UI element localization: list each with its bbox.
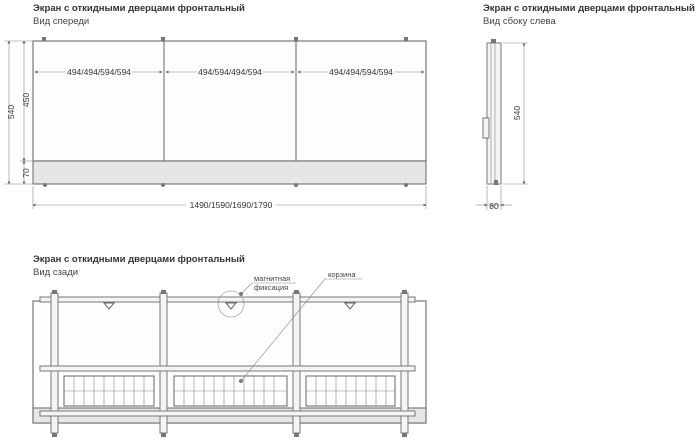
side-view-title: Экран с откидными дверцами фронтальный xyxy=(483,3,695,14)
front-view-title: Экран с откидными дверцами фронтальный xyxy=(33,3,245,14)
panel-3-width: 494/494/594/594 xyxy=(329,67,393,77)
side-bracket xyxy=(483,118,489,138)
front-panel-frame xyxy=(33,41,426,161)
back-view-title: Экран с откидными дверцами фронтальный xyxy=(33,254,245,265)
height-plinth-label: 70 xyxy=(21,168,31,178)
back-middle-rail xyxy=(40,366,415,371)
callout-magnet-line1: магнитная xyxy=(254,274,291,283)
callout-magnet xyxy=(239,274,296,296)
side-profile xyxy=(487,43,501,184)
side-height-label: 540 xyxy=(512,105,522,121)
side-view-subtitle: Вид сбоку слева xyxy=(483,16,556,27)
panel-width-dims xyxy=(35,66,424,77)
side-depth-label: 80 xyxy=(489,201,499,211)
callout-basket-label: корзина xyxy=(328,270,356,279)
callout-magnet-line2: фиксация xyxy=(254,283,289,292)
height-panel-label: 450 xyxy=(21,92,31,108)
front-view-subtitle: Вид спереди xyxy=(33,16,90,27)
back-bottom-rail xyxy=(40,411,415,416)
back-top-rail xyxy=(40,297,415,302)
width-total-dim xyxy=(33,186,426,210)
height-total-label: 540 xyxy=(6,104,16,120)
side-view xyxy=(476,3,695,211)
panel-1-width: 494/494/594/594 xyxy=(67,67,131,77)
panel-2-width: 494/594/494/594 xyxy=(198,67,262,77)
front-plinth xyxy=(33,161,426,184)
back-view xyxy=(33,254,426,437)
back-view-subtitle: Вид сзади xyxy=(33,267,79,278)
front-view xyxy=(4,3,426,210)
width-total-label: 1490/1590/1690/1790 xyxy=(189,200,273,210)
back-panel-frame xyxy=(33,301,426,423)
height-dims xyxy=(4,41,33,184)
